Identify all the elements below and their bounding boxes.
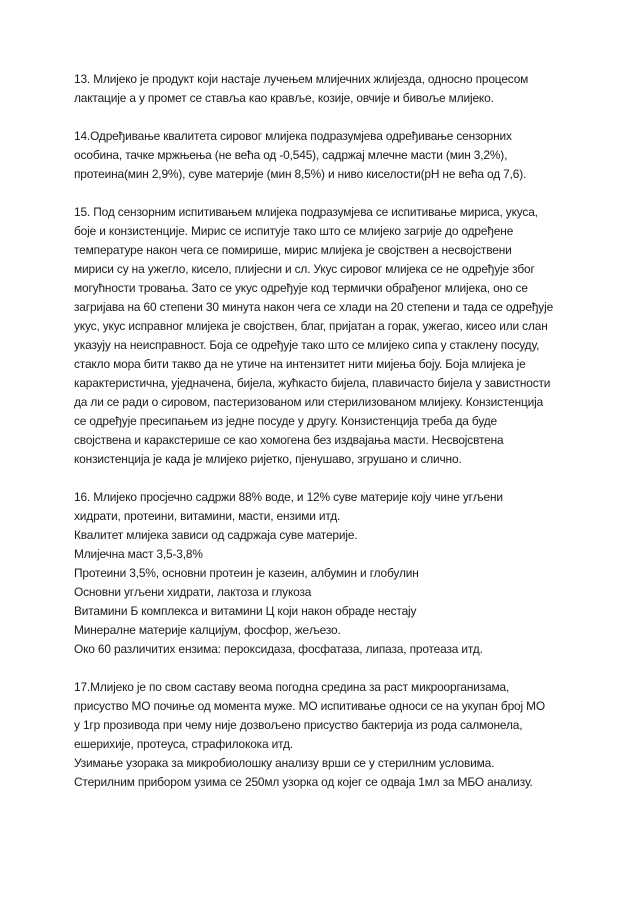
text-line: могућности тровања. Зато се укус одређује код термички обрађеног млијека, оно се bbox=[74, 281, 528, 295]
text-line: да ли се ради о сировом, пастеризованом или стерилизованом млијеку. Конзистенција bbox=[74, 395, 544, 409]
paragraph-14 bbox=[74, 127, 566, 184]
text-line: хидрати, протеини, витамини, масти, ензими итд. bbox=[74, 509, 341, 523]
paragraph-16 bbox=[74, 488, 566, 659]
text-line: боје и конзистенције. Мирис се испитује тако што се млијеко загрије до одређене bbox=[74, 224, 514, 238]
text-line: Млијечна маст 3,5-3,8% bbox=[74, 547, 203, 561]
text-line: ешерихије, протеуса, страфилокока итд. bbox=[74, 737, 293, 751]
text-line: мириси су на ужегло, кисело, плијесни и сл. Укус сировог млијека се не одређује због bbox=[74, 262, 535, 276]
text-line: Узимање узорака за микробиолошку анализу врши се у стерилним условима. bbox=[74, 756, 495, 770]
text-line: Стерилним прибором узима се 250мл узорка од којег се одваја 1мл за МБО анализу. bbox=[74, 775, 533, 789]
text-line: температуре након чега се помирише, мирис млијека је својствен а несвојствени bbox=[74, 243, 512, 257]
text-line: Витамини Б комплекса и витамини Ц који након обраде нестају bbox=[74, 604, 417, 618]
text-line: протеина(мин 2,9%), суве материје (мин 8,5%) и ниво киселости(pH не већа од 7,6). bbox=[74, 167, 527, 181]
paragraph-13 bbox=[74, 70, 566, 108]
paragraph-17 bbox=[74, 678, 566, 792]
text-line: Основни угљени хидрати, лактоза и глукоза bbox=[74, 585, 312, 599]
text-line: у 1гр прозивода при чему није дозвољено присуство бактерија из рода салмонела, bbox=[74, 718, 523, 732]
text-line: Око 60 различитих ензима: пероксидаза, фосфатаза, липаза, протеаза итд. bbox=[74, 642, 483, 656]
text-line: Минералне материје калцијум, фосфор, жељезо. bbox=[74, 623, 341, 637]
text-line: присуство МО почиње од момента муже. МО испитивање односи се на укупан број МО bbox=[74, 699, 546, 713]
document-page bbox=[74, 70, 566, 811]
text-line: указују на неисправност. Боја се одређује тако што се млијеко сипа у стаклену посуду, bbox=[74, 338, 540, 352]
text-line: својствена и каракстерише се као хомогена без издвајања масти. Несвојсвтена bbox=[74, 433, 504, 447]
paragraph-15 bbox=[74, 203, 566, 469]
text-line: лактације а у промет се ставља као кравље, козије, овчије и бивоље млијеко. bbox=[74, 91, 494, 105]
text-line: 13. Млијеко је продукт који настаје лучењем млијечних жлијезда, односно процесом bbox=[74, 72, 529, 86]
text-line: 17.Млијеко је по свом саставу веома погодна средина за раст микроорганизама, bbox=[74, 680, 510, 694]
text-line: особина, тачке мржњења (не већа од -0,545), садржај млечне масти (мин 3,2%), bbox=[74, 148, 508, 162]
text-line: карактеристична, уједначена, бијела, жућкасто бијела, плавичасто бијела у завистности bbox=[74, 376, 551, 390]
text-line: загријава на 60 степени 30 минута након чега се хлади на 20 степени и тада се одређује bbox=[74, 300, 554, 314]
text-line: се одређује пресипањем из једне посуде у другу. Конзистенција треба да буде bbox=[74, 414, 497, 428]
text-line: 14.Одређивање квалитета сировог млијека подразумјева одређивање сензорних bbox=[74, 129, 512, 143]
text-line: укус, укус исправног млијека је својствен, благ, пријатан а горак, ужегао, кисео или слан bbox=[74, 319, 548, 333]
text-line: стакло мора бити такво да не утиче на интензитет нити мијења боју. Боја млијека је bbox=[74, 357, 526, 371]
text-line: конзистенција је када је млијеко ријетко, пјенушаво, згрушано и слично. bbox=[74, 452, 462, 466]
text-line: Протеини 3,5%, основни протеин је казеин, албумин и глобулин bbox=[74, 566, 419, 580]
text-line: 15. Под сензорним испитивањем млијека подразумјева се испитивање мириса, укуса, bbox=[74, 205, 538, 219]
text-line: Квалитет млијека зависи од садржаја суве материје. bbox=[74, 528, 358, 542]
text-line: 16. Млијеко просјечно садржи 88% воде, и 12% суве материје коју чине угљени bbox=[74, 490, 503, 504]
